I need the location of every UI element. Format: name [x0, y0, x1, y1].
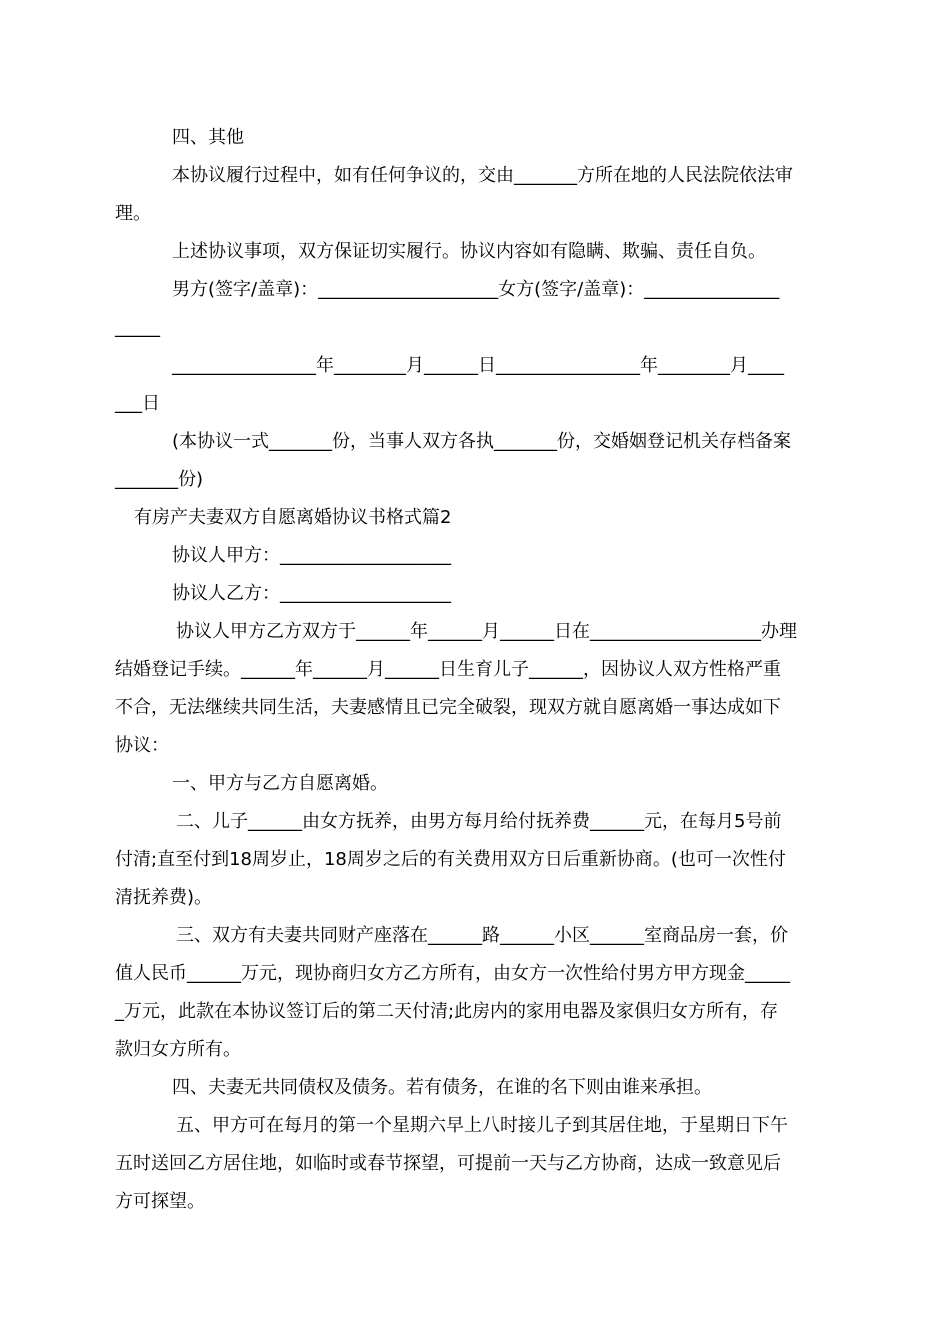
- date-line-1: ________________年________月______日________________年________月____: [172, 355, 784, 376]
- clause-5-line-2: 五时送回乙方居住地，如临时或春节探望，可提前一天与乙方协商，达成一致意见后: [115, 1153, 781, 1174]
- clause-1: 一、甲方与乙方自愿离婚。: [172, 773, 388, 794]
- intro-line-1: 协议人甲方乙方双方于______年______月______日在___________________办理: [176, 621, 797, 642]
- signature-line-2: _____: [115, 317, 160, 338]
- clause-3-line-4: 款归女方所有。: [115, 1039, 241, 1060]
- guarantee-clause: 上述协议事项，双方保证切实履行。协议内容如有隐瞒、欺骗、责任自负。: [172, 241, 766, 262]
- date-line-2: ___日: [115, 393, 160, 414]
- clause-3-line-1: 三、双方有夫妻共同财产座落在______路______小区______室商品房一套，价: [176, 925, 788, 946]
- intro-line-2: 结婚登记手续。______年______月______日生育儿子______，因协议人双方性格严重: [115, 659, 781, 680]
- section-heading-other: 四、其他: [172, 127, 244, 148]
- clause-2-line-3: 清抚养费)。: [115, 887, 213, 908]
- party-a-line: 协议人甲方：___________________: [172, 545, 451, 566]
- clause-2-line-1: 二、儿子______由女方抚养，由男方每月给付抚养费______元，在每月5号前: [176, 811, 782, 832]
- party-b-line: 协议人乙方：___________________: [172, 583, 451, 604]
- signature-line-1: 男方(签字/盖章)：____________________女方(签字/盖章)：_______________: [172, 279, 780, 300]
- dispute-clause-line-1: 本协议履行过程中，如有任何争议的，交由_______方所在地的人民法院依法审: [172, 165, 793, 186]
- intro-line-3: 不合，无法继续共同生活，夫妻感情且已完全破裂，现双方就自愿离婚一事达成如下: [115, 697, 781, 718]
- clause-5-line-1: 五、甲方可在每月的第一个星期六早上八时接儿子到其居住地，于星期日下午: [176, 1115, 788, 1136]
- clause-2-line-2: 付清;直至付到18周岁止，18周岁之后的有关费用双方日后重新协商。(也可一次性付: [115, 849, 786, 870]
- copies-note-line-1: (本协议一式_______份，当事人双方各执_______份，交婚姻登记机关存档备案: [172, 431, 792, 452]
- clause-4: 四、夫妻无共同债权及债务。若有债务，在谁的名下则由谁来承担。: [172, 1077, 712, 1098]
- agreement-title-2: 有房产夫妻双方自愿离婚协议书格式篇2: [134, 507, 452, 528]
- copies-note-line-2: _______份): [115, 469, 204, 490]
- clause-3-line-3: _万元，此款在本协议签订后的第二天付清;此房内的家用电器及家俱归女方所有，存: [115, 1001, 779, 1022]
- dispute-clause-line-2: 理。: [115, 203, 151, 224]
- intro-line-4: 协议：: [115, 735, 169, 756]
- clause-5-line-3: 方可探望。: [115, 1191, 205, 1212]
- clause-3-line-2: 值人民币______万元，现协商归女方乙方所有，由女方一次性给付男方甲方现金_____: [115, 963, 790, 984]
